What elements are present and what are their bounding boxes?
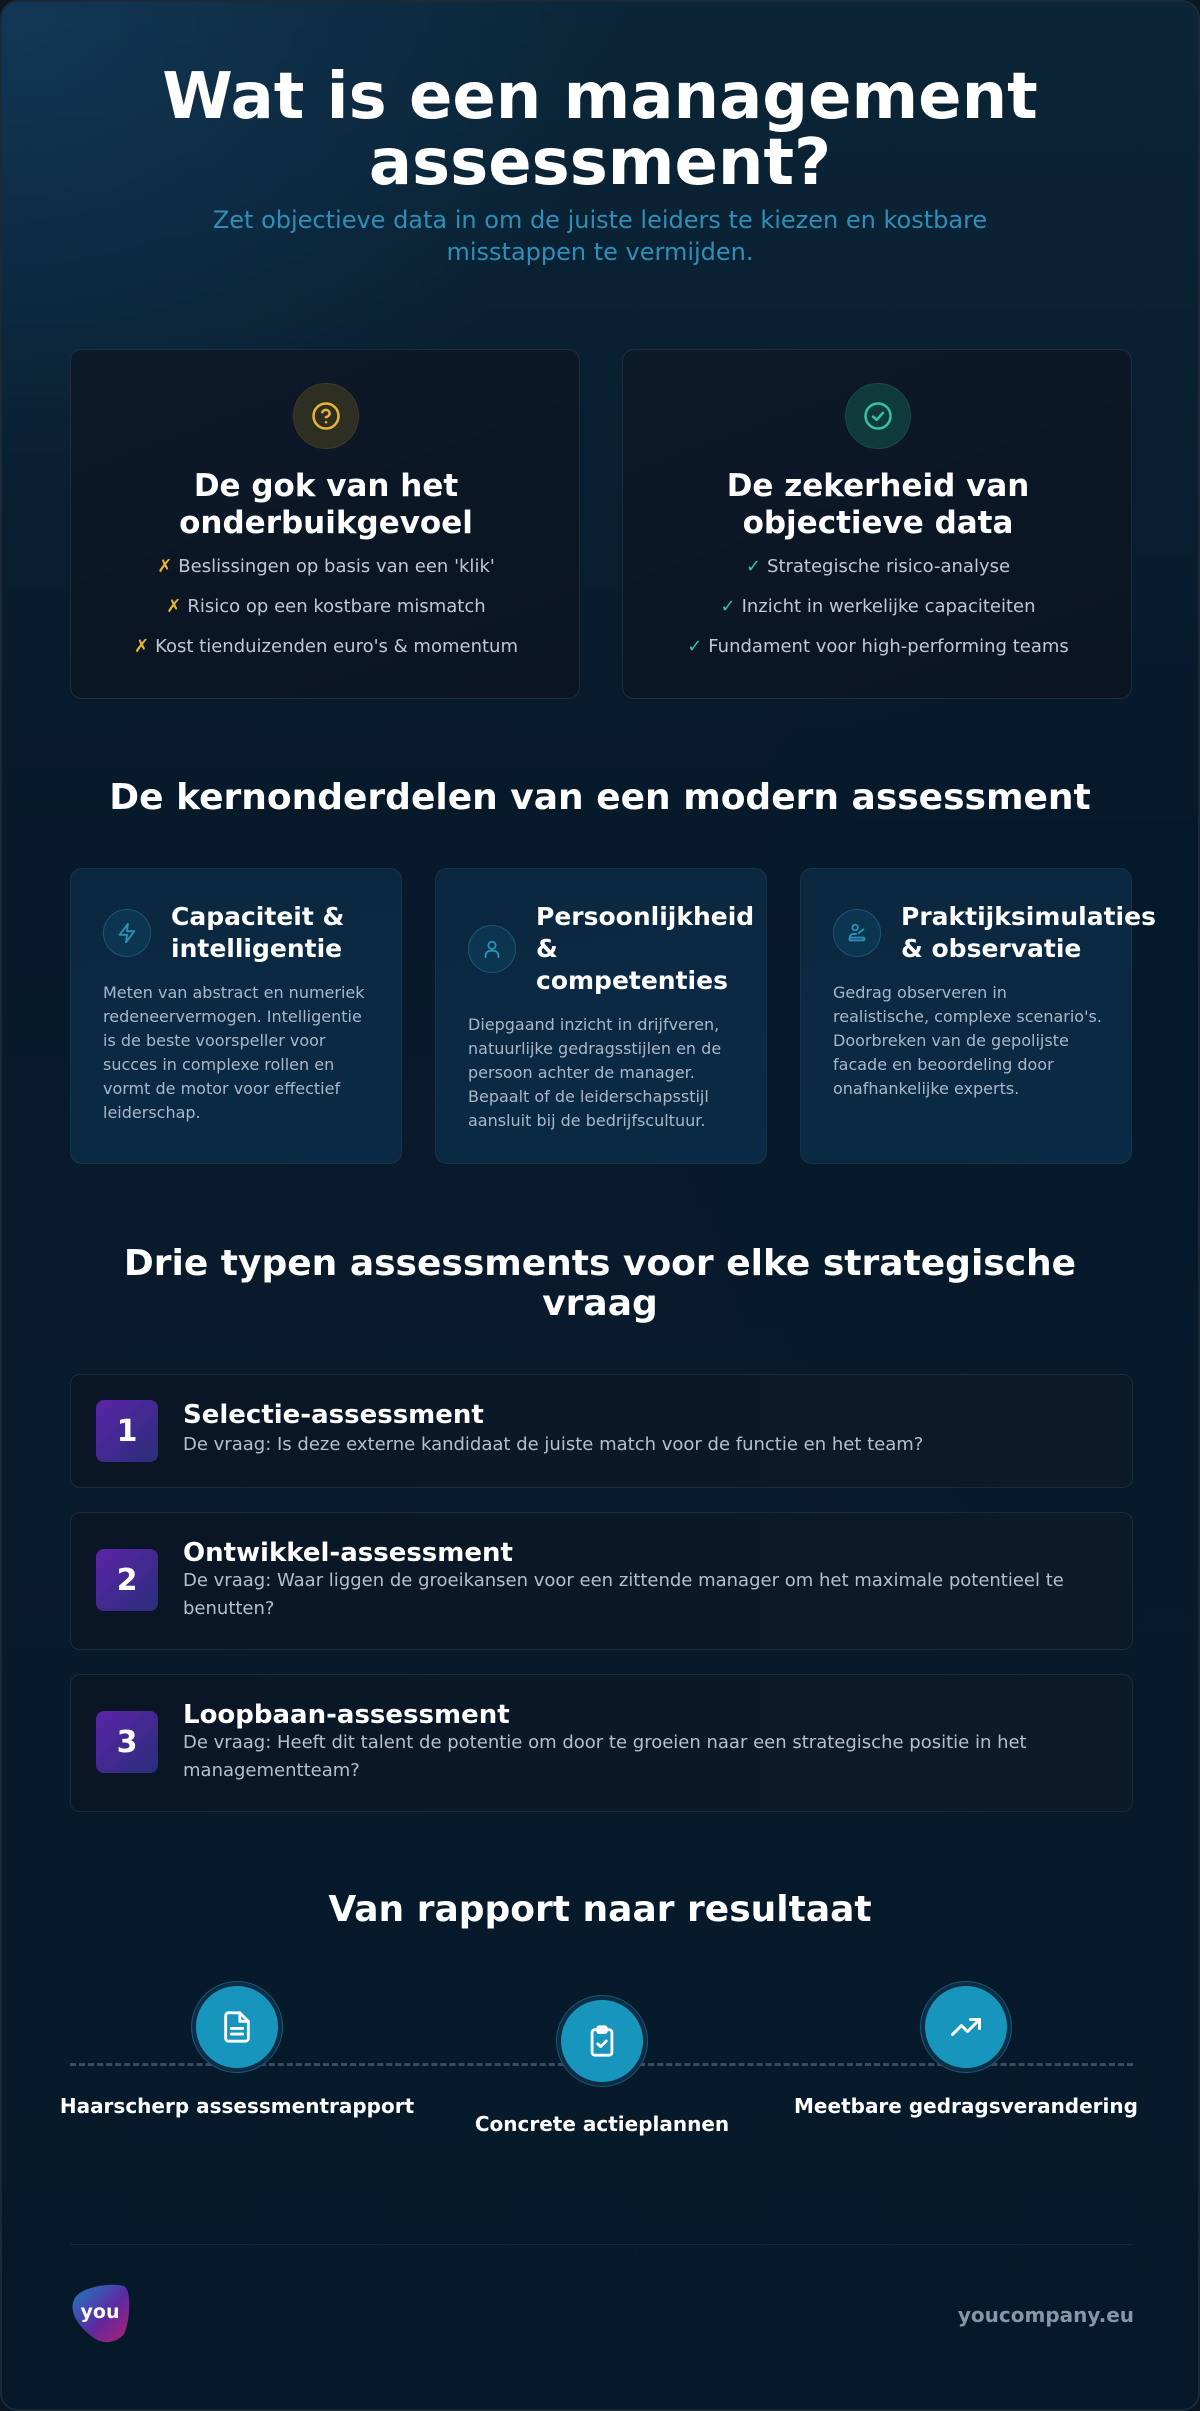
type-description: De vraag: Heeft dit talent de potentie om door te groeien naar een strategische positie in het managementteam? — [183, 1732, 1027, 1781]
feature-card-personality — [435, 868, 767, 1164]
check-mark-icon: ✓ — [720, 596, 736, 617]
feature-text: Meten van abstract en numeriek redeneervermogen. Intelligentie is de beste voorspeller voor succes in complexe rollen en vormt de motor voor effectief leiderschap. — [103, 983, 365, 1122]
type-description: De vraag: Waar liggen de groeikansen voor een zittende manager om het maximale potentieel te benutten? — [183, 1570, 1064, 1619]
list-item: ✓ Inzicht in werkelijke capaciteiten — [720, 596, 1036, 617]
types-heading: Drie typen assessments voor elke strategische vraag — [123, 1243, 1077, 1324]
check-mark-icon: ✓ — [687, 636, 703, 657]
number-badge: 3 — [96, 1711, 158, 1773]
lightning-icon — [103, 909, 151, 957]
list-item: ✗ Risico op een kostbare mismatch — [166, 596, 486, 617]
company-logo — [68, 2282, 132, 2344]
list-item: ✗ Kost tienduizenden euro's & momentum — [134, 636, 518, 657]
number-badge: 2 — [96, 1549, 158, 1611]
cross-mark-icon: ✗ — [166, 596, 182, 617]
gut-feeling-title: De gok van het onderbuikgevoel — [179, 468, 473, 541]
page-title: Wat is een management assessment? — [162, 60, 1038, 200]
list-item: ✗ Beslissingen op basis van een 'klik' — [157, 556, 495, 577]
question-circle-icon — [293, 383, 359, 449]
feature-title: Persoonlijkheid & competenties — [536, 902, 755, 995]
list-item: ✓ Fundament voor high-performing teams — [687, 636, 1069, 657]
type-title: Loopbaan-assessment — [183, 1700, 510, 1730]
type-description: De vraag: Is deze externe kandidaat de juiste match voor de functie en het team? — [183, 1434, 924, 1455]
gut-feeling-card — [70, 349, 580, 699]
objective-data-card — [622, 349, 1132, 699]
objective-data-title: De zekerheid van objectieve data — [726, 468, 1030, 541]
result-step-report — [57, 1982, 417, 2152]
feature-title: Capaciteit & intelligentie — [171, 902, 345, 963]
gut-feeling-list — [81, 552, 571, 672]
type-card-development — [70, 1512, 1133, 1650]
logo-text: you — [80, 2301, 120, 2323]
page-subtitle: Zet objectieve data in om de juiste leiders te kiezen en kostbare misstappen te vermijden. — [212, 206, 988, 266]
cross-mark-icon: ✗ — [157, 556, 173, 577]
step-label: Haarscherp assessmentrapport — [59, 2094, 415, 2118]
feature-card-capacity — [70, 868, 402, 1164]
objective-data-list — [633, 552, 1123, 672]
number-badge: 1 — [96, 1400, 158, 1462]
step-label: Concrete actieplannen — [474, 2112, 730, 2136]
step-label: Meetbare gedragsverandering — [794, 2094, 1138, 2118]
presenter-icon — [833, 909, 881, 957]
clipboard-check-icon — [557, 1996, 647, 2086]
feature-text: Diepgaand inzicht in drijfveren, natuurlijke gedragsstijlen en de persoon achter de manager. Bepaalt of de leiderschapsstijl aansluit bij de bedrijfscultuur. — [468, 1015, 722, 1130]
document-icon — [192, 1982, 282, 2072]
list-item: ✓ Strategische risico-analyse — [745, 556, 1011, 577]
type-card-career — [70, 1674, 1133, 1812]
result-step-behavior — [786, 1982, 1146, 2152]
feature-card-simulation — [800, 868, 1156, 1164]
type-title: Ontwikkel-assessment — [183, 1538, 513, 1568]
check-mark-icon: ✓ — [745, 556, 762, 577]
feature-title: Praktijksimulaties & observatie — [901, 902, 1156, 963]
result-step-actionplans — [422, 1996, 782, 2166]
type-title: Selectie-assessment — [183, 1400, 484, 1430]
check-circle-icon — [845, 383, 911, 449]
components-heading: De kernonderdelen van een modern assessment — [109, 777, 1091, 818]
person-icon — [468, 925, 516, 973]
feature-text: Gedrag observeren in realistische, complexe scenario's. Doorbreken van de gepolijste facade en beoordeling door onafhankelijke experts. — [833, 983, 1102, 1098]
trend-up-icon — [921, 1982, 1011, 2072]
footer-url-link[interactable]: youcompany.eu — [957, 2303, 1134, 2327]
footer-divider — [70, 2244, 1133, 2245]
cross-mark-icon: ✗ — [134, 636, 150, 657]
type-card-selection — [70, 1374, 1133, 1488]
results-heading: Van rapport naar resultaat — [328, 1889, 872, 1930]
